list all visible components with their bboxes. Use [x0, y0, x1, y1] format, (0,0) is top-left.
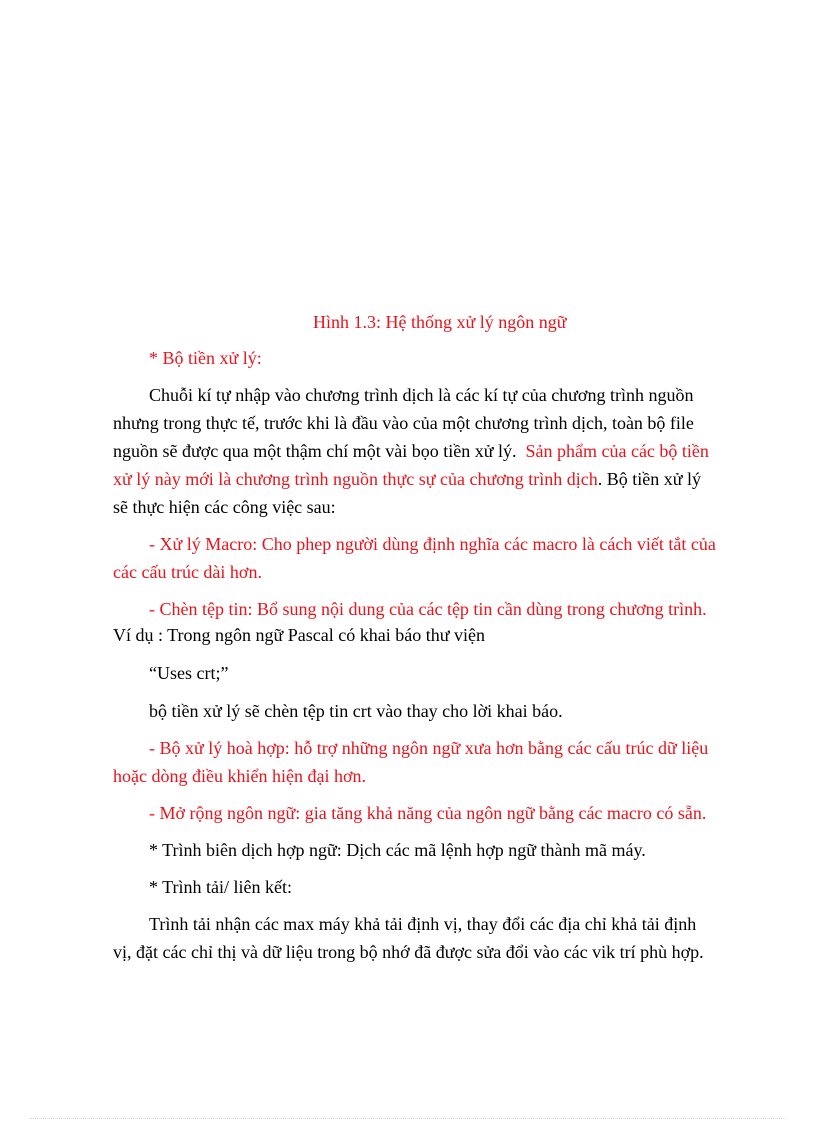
loader-line-2: vị, đặt các chỉ thị và dữ liệu trong bộ nhớ đã được sửa đổi vào các vik trí phù hợp.	[113, 942, 704, 962]
intro-line-4	[113, 468, 701, 490]
intro-line-3-red: Sản phẩm của các bộ tiền	[525, 441, 709, 461]
intro-line-4-black: . Bộ tiền xử lý	[597, 469, 702, 489]
figure-caption: Hình 1.3: Hệ thống xử lý ngôn ngữ	[313, 312, 567, 332]
preprocessor-heading: * Bộ tiền xử lý:	[149, 348, 262, 368]
loader-line-1: Trình tải nhận các max máy khả tải định vị, thay đổi các địa chỉ khả tải định	[149, 914, 697, 934]
macro-line-2: các cấu trúc dài hơn.	[113, 562, 262, 582]
language-extension: - Mở rộng ngôn ngữ: gia tăng khả năng của ngôn ngữ bằng các macro có sẵn.	[149, 803, 707, 823]
rational-line-1: - Bộ xử lý hoà hợp: hỗ trợ những ngôn ngữ xưa hơn bằng các cấu trúc dữ liệu	[149, 738, 709, 758]
macro-line-1: - Xử lý Macro: Cho phep người dùng định nghĩa các macro là cách viết tắt của	[149, 534, 716, 554]
include-line-1: - Chèn tệp tin: Bổ sung nội dung của các tệp tin cần dùng trong chương trình.	[149, 599, 707, 619]
intro-line-5: sẽ thực hiện các công việc sau:	[113, 497, 336, 517]
intro-line-1: Chuỗi kí tự nhập vào chương trình dịch là các kí tự của chương trình nguồn	[149, 385, 694, 405]
page-bottom-rule	[30, 1118, 786, 1119]
loader-heading: * Trình tải/ liên kết:	[149, 877, 293, 897]
rational-line-2: hoặc dòng điều khiển hiện đại hơn.	[113, 766, 366, 786]
intro-line-4-red: xử lý này mới là chương trình nguồn thực sự của chương trình dịch	[113, 469, 598, 489]
assembler-line: * Trình biên dịch hợp ngữ: Dịch các mã lệnh hợp ngữ thành mã máy.	[149, 840, 646, 860]
intro-line-3-black: nguồn sẽ được qua một thậm chí một vài bọo tiền xử lý.	[113, 441, 517, 461]
uses-crt-example: “Uses crt;”	[149, 663, 229, 683]
intro-line-3	[113, 440, 709, 462]
include-line-2: Ví dụ : Trong ngôn ngữ Pascal có khai báo thư viện	[113, 625, 485, 645]
include-note: bộ tiền xử lý sẽ chèn tệp tin crt vào thay cho lời khai báo.	[149, 701, 563, 721]
intro-line-2: nhưng trong thực tế, trước khi là đầu vào của một chương trình dịch, toàn bộ file	[113, 413, 694, 433]
